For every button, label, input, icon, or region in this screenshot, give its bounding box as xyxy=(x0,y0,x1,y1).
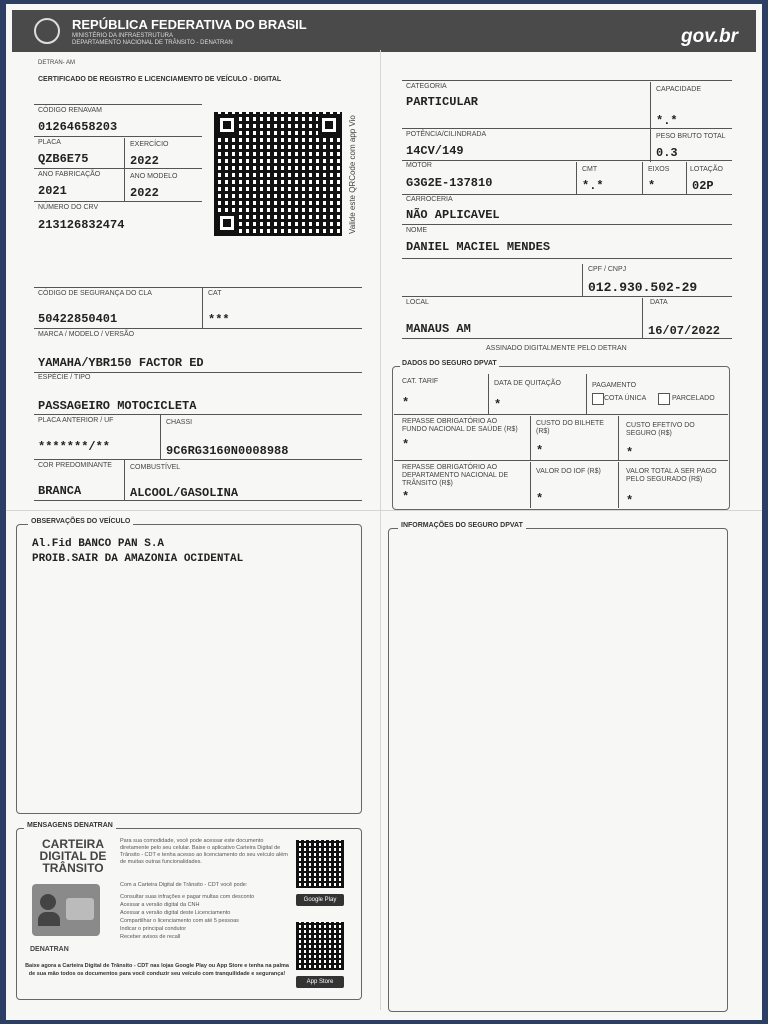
capacidade-value: *.* xyxy=(656,114,678,128)
nome-label: NOME xyxy=(406,227,427,234)
capacidade-label: CAPACIDADE xyxy=(656,86,701,93)
user-icon xyxy=(40,894,56,910)
repasse-fns-value: * xyxy=(402,438,410,452)
cmt-value: *.* xyxy=(582,179,604,193)
observacoes-box xyxy=(16,524,362,814)
list-item: Compartilhar o licenciamento com até 5 pessoas xyxy=(120,918,239,924)
app-store-qr xyxy=(296,922,344,970)
carroceria-value: NÃO APLICAVEL xyxy=(406,208,500,222)
ano-fab-value: 2021 xyxy=(38,184,67,198)
local-label: LOCAL xyxy=(406,299,429,306)
placa-label: PLACA xyxy=(38,139,61,146)
msg-intro: Para sua comodidade, você pode acessar este documento diretamente pelo seu celular. Baixe o aplicativo Carteira Digital de Trânsito - CDT e tenha acesso ao licenciamento do seu veículo além de muitas outras funcionalidades. xyxy=(120,838,288,865)
car-icon xyxy=(66,898,94,920)
qr-finder-icon xyxy=(216,212,238,234)
fold-line xyxy=(380,50,381,1010)
ministry-text: MINISTÉRIO DA INFRAESTRUTURA xyxy=(72,33,174,39)
ano-fab-label: ANO FABRICAÇÃO xyxy=(38,171,101,178)
crv-label: NÚMERO DO CRV xyxy=(38,204,99,211)
valor-iof-label: VALOR DO IOF (R$) xyxy=(536,468,601,475)
potencia-label: POTÊNCIA/CILINDRADA xyxy=(406,131,487,138)
peso-value: 0.3 xyxy=(656,146,678,160)
eixos-value: * xyxy=(648,179,656,193)
valor-total-label: VALOR TOTAL A SER PAGO PELO SEGURADO (R$) xyxy=(626,468,717,483)
nome-value: DANIEL MACIEL MENDES xyxy=(406,240,551,254)
crv-value: 213126832474 xyxy=(38,218,125,232)
doc-title: CERTIFICADO DE REGISTRO E LICENCIAMENTO DE VEÍCULO - DIGITAL xyxy=(38,76,282,83)
header-bar xyxy=(12,10,756,52)
list-item: Consultar suas infrações e pagar multas com desconto xyxy=(120,894,255,900)
msg-footer: Baixe agora a Carteira Digital de Trânsito - CDT nas lojas Google Play ou App Store e tenha na palma de sua mão todos os documentos para você conduzir seu veículo com tranquilidade e segurança! xyxy=(25,963,289,977)
motor-value: G3G2E-137810 xyxy=(406,176,493,190)
repasse-fns-label: REPASSE OBRIGATÓRIO AO FUNDO NACIONAL DE SAÚDE (R$) xyxy=(402,418,518,433)
issuer: DETRAN- AM xyxy=(38,60,76,66)
signed-text: ASSINADO DIGITALMENTE PELO DETRAN xyxy=(486,345,627,352)
cat-label: CAT xyxy=(208,290,222,297)
parcelado-checkbox[interactable] xyxy=(658,393,670,405)
user-body-icon xyxy=(38,912,60,926)
marca-value: YAMAHA/YBR150 FACTOR ED xyxy=(38,356,204,370)
msg-bullets xyxy=(120,893,290,941)
qr-finder-icon xyxy=(216,114,238,136)
govbr-logo: gov.br xyxy=(680,26,738,47)
lotacao-label: LOTAÇÃO xyxy=(690,166,723,173)
combustivel-value: ALCOOL/GASOLINA xyxy=(130,486,239,500)
qr-code xyxy=(214,112,342,236)
exercicio-label: EXERCÍCIO xyxy=(130,141,169,148)
list-item: Acessar a versão digital da CNH xyxy=(120,902,200,908)
cat-tarif-value: * xyxy=(402,396,410,410)
custo-efetivo-value: * xyxy=(626,446,634,460)
lotacao-value: 02P xyxy=(692,179,714,193)
denatran-label: DENATRAN xyxy=(30,946,69,953)
cota-unica-label: COTA ÚNICA xyxy=(604,395,647,402)
cat-tarif-label: CAT. TARIF xyxy=(402,378,439,385)
cdt-logo-line: DIGITAL DE xyxy=(39,849,107,863)
categoria-value: PARTICULAR xyxy=(406,95,479,109)
cla-value: 50422850401 xyxy=(38,312,118,326)
mensagens-title: MENSAGENS DENATRAN xyxy=(24,822,116,829)
cla-label: CÓDIGO DE SEGURANÇA DO CLA xyxy=(38,290,152,297)
marca-label: MARCA / MODELO / VERSÃO xyxy=(38,331,135,338)
observacoes-title: OBSERVAÇÕES DO VEÍCULO xyxy=(28,518,133,525)
repasse-denatran-label: REPASSE OBRIGATÓRIO AO DEPARTAMENTO NACIONAL DE TRÂNSITO (R$) xyxy=(402,464,509,487)
data-quitacao-value: * xyxy=(494,398,502,412)
exercicio-value: 2022 xyxy=(130,154,159,168)
obs-line-2: PROIB.SAIR DA AMAZONIA OCIDENTAL xyxy=(32,553,244,565)
valor-total-value: * xyxy=(626,494,634,508)
chassi-label: CHASSI xyxy=(166,419,193,426)
placa-anterior-label: PLACA ANTERIOR / UF xyxy=(38,417,114,424)
google-play-badge[interactable]: Google Play xyxy=(296,894,344,906)
categoria-label: CATEGORIA xyxy=(406,83,447,90)
peso-label: PESO BRUTO TOTAL xyxy=(656,133,726,140)
ano-mod-label: ANO MODELO xyxy=(130,173,178,180)
repasse-denatran-value: * xyxy=(402,490,410,504)
cmt-label: CMT xyxy=(582,166,598,173)
header-subtitle xyxy=(72,33,233,47)
list-item: Receber avisos de recall xyxy=(120,934,181,940)
pagamento-label: PAGAMENTO xyxy=(592,382,637,389)
cat-value: *** xyxy=(208,313,230,327)
obs-line-1: Al.Fid BANCO PAN S.A xyxy=(32,538,165,550)
document-paper xyxy=(6,4,762,1020)
combustivel-label: COMBUSTÍVEL xyxy=(130,464,181,471)
header-title: REPÚBLICA FEDERATIVA DO BRASIL xyxy=(72,17,307,32)
qr-finder-icon xyxy=(318,114,340,136)
dpvat-title: DADOS DO SEGURO DPVAT xyxy=(402,360,497,367)
msg-with: Com a Carteira Digital de Trânsito - CDT você pode: xyxy=(120,882,248,888)
cdt-logo-line: TRÂNSITO xyxy=(42,861,104,875)
app-store-badge[interactable]: App Store xyxy=(296,976,344,988)
potencia-value: 14CV/149 xyxy=(406,144,464,158)
cpf-label: CPF / CNPJ xyxy=(588,266,627,273)
google-play-qr xyxy=(296,840,344,888)
parcelado-label: PARCELADO xyxy=(672,395,715,402)
cdt-logo-line: CARTEIRA xyxy=(42,837,104,851)
renavam-value: 01264658203 xyxy=(38,120,118,134)
data-label: DATA xyxy=(650,299,668,306)
custo-efetivo-label: CUSTO EFETIVO DO SEGURO (R$) xyxy=(626,422,695,437)
cdt-logo xyxy=(28,838,118,874)
cota-unica-checkbox[interactable] xyxy=(592,393,604,405)
especie-value: PASSAGEIRO MOTOCICLETA xyxy=(38,399,197,413)
brazil-emblem-icon xyxy=(34,18,60,44)
custo-bilhete-label: CUSTO DO BILHETE (R$) xyxy=(536,420,604,435)
cpf-value: 012.930.502-29 xyxy=(588,280,698,295)
department-text: DEPARTAMENTO NACIONAL DE TRÂNSITO - DENATRAN xyxy=(72,40,233,46)
dpvat-box xyxy=(392,366,730,510)
valor-iof-value: * xyxy=(536,492,544,506)
especie-label: ESPÉCIE / TIPO xyxy=(38,374,91,381)
cor-label: COR PREDOMINANTE xyxy=(38,462,112,469)
data-quitacao-label: DATA DE QUITAÇÃO xyxy=(494,380,561,387)
fold-line xyxy=(6,510,762,511)
ano-mod-value: 2022 xyxy=(130,186,159,200)
cor-value: BRANCA xyxy=(38,484,82,498)
info-dpvat-title: INFORMAÇÕES DO SEGURO DPVAT xyxy=(398,522,526,529)
eixos-label: EIXOS xyxy=(648,166,670,173)
custo-bilhete-value: * xyxy=(536,444,544,458)
renavam-label: CÓDIGO RENAVAM xyxy=(38,107,102,114)
placa-anterior-value: *******/** xyxy=(38,440,111,454)
list-item: Acessar a versão digital deste Licenciamento xyxy=(120,910,231,916)
local-value: MANAUS AM xyxy=(406,322,471,336)
carroceria-label: CARROCERIA xyxy=(406,196,453,203)
info-dpvat-box xyxy=(388,528,728,1012)
cdt-card-icon xyxy=(32,884,100,936)
placa-value: QZB6E75 xyxy=(38,152,89,166)
qr-caption: Valide este QRCode com app Vio xyxy=(348,115,357,234)
motor-label: MOTOR xyxy=(406,162,432,169)
list-item: Indicar o principal condutor xyxy=(120,926,187,932)
chassi-value: 9C6RG3160N0008988 xyxy=(166,444,289,458)
data-value: 16/07/2022 xyxy=(648,324,721,338)
